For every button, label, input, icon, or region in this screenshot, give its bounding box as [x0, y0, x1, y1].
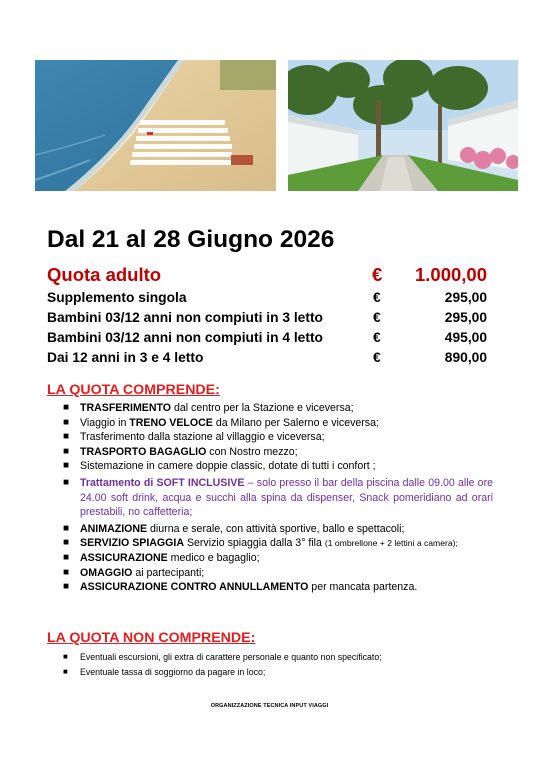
- bullet-icon: ■: [63, 652, 68, 661]
- item-text: da Milano per Salerno e viceversa;: [212, 416, 379, 429]
- item-text: Viaggio in: [80, 416, 130, 429]
- quota-adulto-amount: 1.000,00: [414, 264, 487, 285]
- price-amount: 295,00: [444, 310, 487, 325]
- currency-symbol: €: [373, 350, 381, 365]
- list-item: [63, 580, 493, 595]
- price-row: [47, 290, 487, 308]
- item-text: Trasferimento dalla stazione al villaggio e viceversa;: [80, 431, 325, 444]
- bullet-icon: ■: [63, 431, 70, 443]
- bullet-icon: ■: [63, 416, 70, 428]
- list-item: [63, 665, 493, 680]
- quota-adulto-label: Quota adulto: [47, 264, 162, 285]
- currency-symbol: €: [373, 310, 381, 325]
- item-text: con Nostro mezzo;: [206, 445, 298, 458]
- item-bold: TRENO VELOCE: [129, 416, 213, 429]
- price-amount: 890,00: [444, 350, 487, 365]
- list-item: [63, 401, 493, 416]
- bullet-icon: ■: [63, 551, 70, 563]
- bullet-icon: ■: [63, 522, 70, 534]
- comprende-heading: LA QUOTA COMPRENDE:: [47, 382, 220, 398]
- item-text: diurna e serale, con attività sportive, ballo e spettacoli;: [147, 522, 405, 535]
- list-item: [63, 551, 493, 566]
- list-item: [63, 430, 493, 445]
- page-title: Dal 21 al 28 Giugno 2026: [47, 226, 335, 253]
- list-item: [63, 445, 493, 460]
- item-bold: TRASFERIMENTO: [80, 402, 172, 414]
- item-bold: ASSICURAZIONE CONTRO ANNULLAMENTO: [80, 581, 309, 594]
- beach-photo: [35, 60, 276, 191]
- currency-symbol: €: [373, 290, 381, 305]
- item-text: Eventuale tassa di soggiorno da pagare in loco;: [80, 666, 266, 677]
- price-label: Dai 12 anni in 3 e 4 letto: [47, 350, 204, 365]
- bullet-icon: ■: [63, 581, 70, 593]
- item-text: per mancata partenza.: [308, 581, 418, 594]
- bullet-icon: ■: [63, 476, 70, 488]
- list-item: [63, 536, 493, 551]
- list-item: [63, 416, 493, 431]
- comprende-list: [63, 401, 493, 595]
- item-bold: OMAGGIO: [80, 566, 133, 579]
- item-bold: SERVIZIO SPIAGGIA: [80, 537, 184, 550]
- non-comprende-list: [63, 650, 493, 679]
- item-text: Sistemazione in camere doppie classic, dotate di tutti i confort ;: [80, 460, 376, 473]
- price-row: [47, 350, 487, 368]
- item-text: – solo presso il bar della piscina dalle 09.00 alle ore 24.00 soft drink, acqua e succhi alla spina da dispenser, Snack pomeridiano ad orari prestabili, no caffetteria;: [80, 476, 493, 519]
- currency-symbol: €: [372, 264, 383, 285]
- item-bold: TRASPORTO BAGAGLIO: [80, 445, 207, 458]
- item-bold: ANIMAZIONE: [80, 522, 148, 535]
- item-bold: ASSICURAZIONE: [80, 551, 168, 564]
- price-label: Supplemento singola: [47, 290, 187, 305]
- list-item: [63, 650, 493, 665]
- item-text: dal centro per la Stazione e viceversa;: [171, 402, 354, 414]
- item-text: Servizio spiaggia dalla 3° fila: [184, 537, 325, 550]
- item-note: (1 ombrellone + 2 lettini a camera);: [324, 538, 458, 549]
- non-comprende-heading: LA QUOTA NON COMPRENDE:: [47, 630, 256, 646]
- bullet-icon: ■: [63, 460, 70, 472]
- list-item: [63, 459, 493, 474]
- bullet-icon: ■: [63, 566, 70, 578]
- item-text: ai partecipanti;: [132, 566, 205, 579]
- list-item: [63, 476, 493, 520]
- price-row: [47, 310, 487, 328]
- price-amount: 295,00: [444, 290, 487, 305]
- item-text: medico e bagaglio;: [167, 551, 260, 564]
- village-photo: [288, 60, 518, 191]
- item-text: Eventuali escursioni, gli extra di carattere personale e quanto non specificato;: [80, 652, 382, 662]
- price-label: Bambini 03/12 anni non compiuti in 3 letto: [47, 310, 323, 325]
- quota-adulto-row: [47, 264, 487, 288]
- list-item: [63, 566, 493, 581]
- currency-symbol: €: [373, 330, 381, 345]
- list-item: [63, 522, 493, 537]
- bullet-icon: ■: [63, 402, 70, 413]
- bullet-icon: ■: [63, 537, 70, 549]
- bullet-icon: ■: [63, 666, 68, 676]
- price-row: [47, 330, 487, 348]
- price-label: Bambini 03/12 anni non compiuti in 4 letto: [47, 330, 323, 345]
- footer-organizer: ORGANIZZAZIONE TECNICA INPUT VIAGGI: [210, 703, 329, 709]
- bullet-icon: ■: [63, 445, 70, 457]
- item-bold: Trattamento di SOFT INCLUSIVE: [80, 476, 245, 489]
- price-amount: 495,00: [444, 330, 487, 345]
